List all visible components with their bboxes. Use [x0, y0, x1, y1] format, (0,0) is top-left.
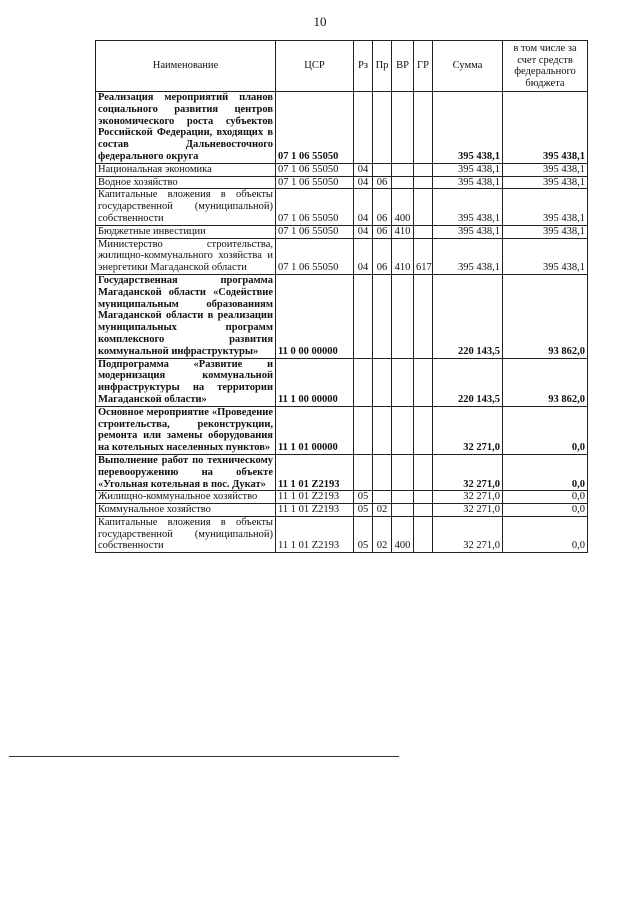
cell-csr: 11 1 01 00000: [276, 406, 354, 454]
cell-federal: 395 438,1: [503, 163, 588, 176]
cell-csr: 07 1 06 55050: [276, 92, 354, 164]
cell-federal: 93 862,0: [503, 358, 588, 406]
cell-pr: [373, 163, 392, 176]
cell-federal: 395 438,1: [503, 225, 588, 238]
cell-rz: 05: [354, 516, 373, 552]
cell-rz: 04: [354, 189, 373, 225]
cell-vr: 400: [392, 189, 414, 225]
cell-vr: [392, 504, 414, 517]
cell-vr: [392, 274, 414, 358]
cell-pr: 06: [373, 225, 392, 238]
cell-rz: [354, 92, 373, 164]
cell-name: Основное мероприятие «Проведение строительства, реконструкции, ремонта или замены оборудования на котельных населенных пунктов»: [96, 406, 276, 454]
cell-csr: 07 1 06 55050: [276, 176, 354, 189]
header-rz: Рз: [354, 41, 373, 92]
table-row: [96, 176, 588, 189]
cell-csr: 11 0 00 00000: [276, 274, 354, 358]
cell-name: Жилищно-коммунальное хозяйство: [96, 491, 276, 504]
cell-pr: 02: [373, 504, 392, 517]
cell-name: Капитальные вложения в объекты государственной (муниципальной) собственности: [96, 516, 276, 552]
cell-sum: 395 438,1: [433, 189, 503, 225]
cell-sum: 32 271,0: [433, 516, 503, 552]
cell-name: Коммунальное хозяйство: [96, 504, 276, 517]
cell-rz: 04: [354, 163, 373, 176]
cell-name: Министерство строительства, жилищно-коммунального хозяйства и энергетики Магаданской области: [96, 238, 276, 274]
cell-pr: 06: [373, 238, 392, 274]
cell-gr: [414, 491, 433, 504]
header-sum: Сумма: [433, 41, 503, 92]
cell-gr: [414, 189, 433, 225]
table-row: [96, 225, 588, 238]
cell-gr: [414, 163, 433, 176]
cell-name: Подпрограмма «Развитие и модернизация коммунальной инфраструктуры на территории Магаданской области»: [96, 358, 276, 406]
cell-federal: 0,0: [503, 504, 588, 517]
footer-divider: [9, 756, 399, 757]
cell-vr: [392, 176, 414, 189]
cell-gr: [414, 176, 433, 189]
cell-sum: 32 271,0: [433, 454, 503, 490]
cell-federal: 395 438,1: [503, 92, 588, 164]
cell-vr: [392, 358, 414, 406]
cell-name: Выполнение работ по техническому перевооружению на объекте «Угольная котельная в пос. Дукат»: [96, 454, 276, 490]
table-row: [96, 516, 588, 552]
cell-pr: [373, 92, 392, 164]
cell-gr: 617: [414, 238, 433, 274]
table-row: [96, 274, 588, 358]
cell-federal: 0,0: [503, 454, 588, 490]
cell-name: Национальная экономика: [96, 163, 276, 176]
cell-federal: 0,0: [503, 491, 588, 504]
cell-gr: [414, 516, 433, 552]
cell-gr: [414, 92, 433, 164]
cell-csr: 07 1 06 55050: [276, 238, 354, 274]
cell-pr: [373, 406, 392, 454]
cell-pr: 06: [373, 176, 392, 189]
cell-federal: 395 438,1: [503, 176, 588, 189]
cell-sum: 395 438,1: [433, 163, 503, 176]
cell-sum: 395 438,1: [433, 92, 503, 164]
cell-name: Государственная программа Магаданской области «Содействие муниципальным образованиям Магаданской области в реализации муниципальных программ комплексного развития коммунальной инфраструктуры»: [96, 274, 276, 358]
cell-vr: [392, 491, 414, 504]
cell-gr: [414, 225, 433, 238]
cell-rz: 04: [354, 225, 373, 238]
cell-pr: [373, 491, 392, 504]
cell-vr: [392, 163, 414, 176]
table-row: [96, 189, 588, 225]
cell-csr: 11 1 01 Z2193: [276, 516, 354, 552]
cell-csr: 11 1 01 Z2193: [276, 504, 354, 517]
cell-rz: [354, 274, 373, 358]
header-vr: ВР: [392, 41, 414, 92]
cell-vr: 410: [392, 225, 414, 238]
cell-rz: [354, 454, 373, 490]
table-row: [96, 504, 588, 517]
cell-name: Капитальные вложения в объекты государственной (муниципальной) собственности: [96, 189, 276, 225]
cell-federal: 0,0: [503, 406, 588, 454]
cell-sum: 220 143,5: [433, 274, 503, 358]
cell-rz: 04: [354, 238, 373, 274]
cell-gr: [414, 358, 433, 406]
cell-pr: 02: [373, 516, 392, 552]
table-row: [96, 92, 588, 164]
cell-sum: 395 438,1: [433, 238, 503, 274]
budget-table: [95, 40, 588, 553]
cell-federal: 93 862,0: [503, 274, 588, 358]
cell-sum: 395 438,1: [433, 225, 503, 238]
header-federal: в том числе за счет средств федерального бюджета: [503, 41, 588, 92]
table-row: [96, 491, 588, 504]
cell-gr: [414, 274, 433, 358]
cell-rz: 05: [354, 491, 373, 504]
header-csr: ЦСР: [276, 41, 354, 92]
cell-pr: 06: [373, 189, 392, 225]
table-row: [96, 406, 588, 454]
cell-rz: 04: [354, 176, 373, 189]
cell-pr: [373, 358, 392, 406]
cell-gr: [414, 504, 433, 517]
cell-vr: [392, 454, 414, 490]
cell-sum: 32 271,0: [433, 406, 503, 454]
cell-sum: 395 438,1: [433, 176, 503, 189]
cell-csr: 07 1 06 55050: [276, 189, 354, 225]
cell-name: Реализация мероприятий планов социального развития центров экономического роста субъектов Российской Федерации, входящих в состав Дальневосточного федерального округа: [96, 92, 276, 164]
table-row: [96, 163, 588, 176]
cell-gr: [414, 454, 433, 490]
cell-vr: [392, 92, 414, 164]
cell-csr: 11 1 00 00000: [276, 358, 354, 406]
cell-federal: 0,0: [503, 516, 588, 552]
cell-federal: 395 438,1: [503, 238, 588, 274]
cell-sum: 220 143,5: [433, 358, 503, 406]
table-body: [96, 92, 588, 553]
header-gr: ГР: [414, 41, 433, 92]
page-number: 10: [313, 14, 327, 29]
cell-sum: 32 271,0: [433, 504, 503, 517]
cell-vr: [392, 406, 414, 454]
cell-pr: [373, 454, 392, 490]
cell-federal: 395 438,1: [503, 189, 588, 225]
table-row: [96, 454, 588, 490]
cell-rz: 05: [354, 504, 373, 517]
cell-name: Водное хозяйство: [96, 176, 276, 189]
cell-gr: [414, 406, 433, 454]
cell-csr: 11 1 01 Z2193: [276, 491, 354, 504]
header-name: Наименование: [96, 41, 276, 92]
table-row: [96, 238, 588, 274]
cell-name: Бюджетные инвестиции: [96, 225, 276, 238]
cell-vr: 400: [392, 516, 414, 552]
cell-vr: 410: [392, 238, 414, 274]
cell-rz: [354, 358, 373, 406]
table-header-row: [96, 41, 588, 92]
cell-csr: 11 1 01 Z2193: [276, 454, 354, 490]
header-pr: Пр: [373, 41, 392, 92]
cell-csr: 07 1 06 55050: [276, 225, 354, 238]
cell-pr: [373, 274, 392, 358]
cell-sum: 32 271,0: [433, 491, 503, 504]
cell-csr: 07 1 06 55050: [276, 163, 354, 176]
table-row: [96, 358, 588, 406]
cell-rz: [354, 406, 373, 454]
